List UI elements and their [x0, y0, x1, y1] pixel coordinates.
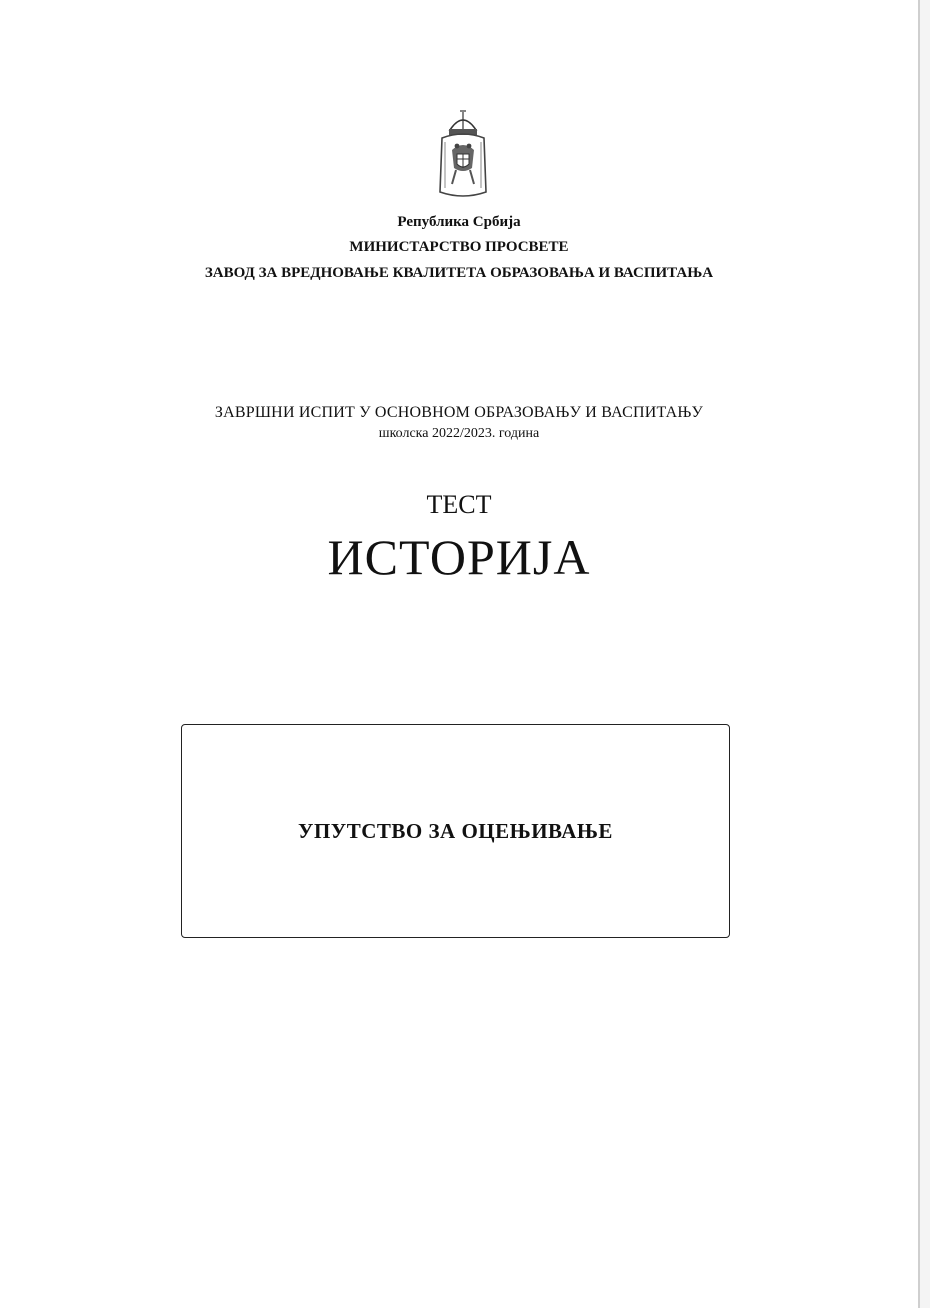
instruction-heading: УПУТСТВО ЗА ОЦЕЊИВАЊЕ — [298, 819, 613, 843]
school-year: школска 2022/2023. година — [378, 426, 540, 441]
test-label: ТЕСТ — [426, 490, 492, 519]
ministry-heading: МИНИСТАРСТВО ПРОСВЕТЕ — [349, 239, 569, 255]
serbian-coat-of-arms-icon — [436, 108, 490, 202]
exam-title: ЗАВРШНИ ИСПИТ У ОСНОВНОМ ОБРАЗОВАЊУ И ВАСПИТАЊУ — [214, 404, 704, 421]
instruction-box — [181, 724, 730, 938]
republic-heading: Република Србија — [397, 214, 521, 230]
subject-title: ИСТОРИЈА — [327, 529, 591, 585]
institute-heading: ЗАВОД ЗА ВРЕДНОВАЊЕ КВАЛИТЕТА ОБРАЗОВАЊА И ВАСПИТАЊА — [204, 265, 714, 281]
viewer-background — [920, 0, 930, 1308]
